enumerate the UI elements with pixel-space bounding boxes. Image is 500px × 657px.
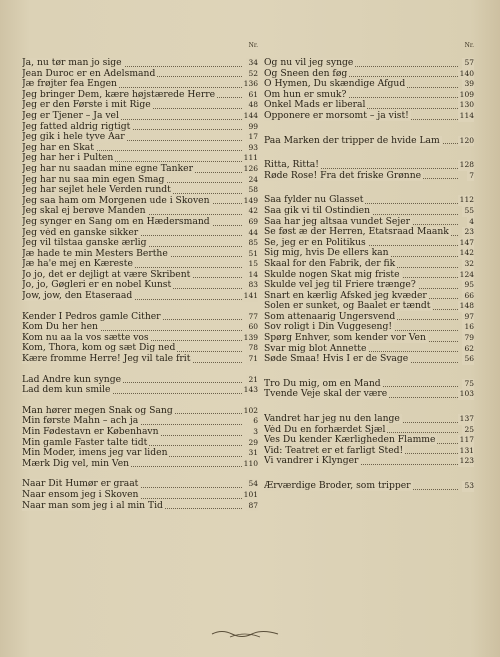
nr-header-left: Nr. [248, 42, 258, 49]
index-entry [264, 312, 474, 323]
index-entry [22, 312, 258, 323]
entry-number: 143 [243, 385, 258, 395]
index-entry [264, 259, 474, 270]
entry-number: 97 [464, 311, 474, 321]
entry-number: 147 [459, 237, 474, 247]
entry-number: 21 [248, 374, 258, 384]
index-entry [264, 280, 474, 291]
index-entry [264, 389, 474, 400]
entry-title: Onkel Mads er liberal [264, 100, 366, 111]
entry-title: Jo, jo, Gøgleri er en nobel Kunst [22, 280, 172, 291]
entry-number: 51 [248, 248, 258, 258]
entry-title: Og Sneen den føg [264, 68, 348, 79]
index-entry [22, 270, 258, 281]
entry-title: Opponere er morsomt – ja vist! [264, 110, 409, 121]
index-entry [22, 58, 258, 69]
index-entry [264, 322, 474, 333]
index-group [22, 58, 258, 302]
entry-number: 120 [459, 135, 474, 145]
entry-number: 58 [248, 185, 258, 195]
entry-title: Man hører megen Snak og Sang [22, 405, 173, 416]
index-entry [22, 153, 258, 164]
entry-number: 34 [248, 58, 258, 67]
index-entry [264, 136, 474, 147]
entry-title: Kom, Thora, kom og sæt Dig ned [22, 343, 176, 354]
index-entry [22, 291, 258, 302]
index-entry [264, 111, 474, 122]
index-group [22, 375, 258, 396]
index-entry [264, 456, 474, 467]
entry-number: 123 [459, 456, 474, 466]
entry-number: 130 [459, 100, 474, 110]
entry-title: Ærværdige Broder, som tripper [264, 481, 411, 491]
entry-number: 48 [248, 100, 258, 110]
index-entry [264, 344, 474, 355]
entry-title: Jeg synger en Sang om en Hædersmand [22, 216, 210, 227]
entry-number: 148 [459, 301, 474, 311]
entry-number: 79 [464, 333, 474, 343]
index-entry [22, 416, 258, 427]
entry-number: 149 [243, 195, 258, 205]
index-entry [264, 195, 474, 206]
index-group [264, 481, 474, 492]
index-entry [22, 448, 258, 459]
entry-number: 57 [464, 58, 474, 67]
index-entry [22, 406, 258, 417]
entry-number: 31 [248, 448, 258, 458]
entry-number: 140 [459, 68, 474, 78]
entry-title: Naar ensom jeg i Skoven [22, 489, 139, 500]
entry-number: 15 [248, 259, 258, 269]
entry-title: Naar man som jeg i al min Tid [22, 500, 163, 511]
index-column-left [22, 42, 258, 511]
entry-title: Vi vandrer i Klynger [264, 456, 359, 467]
entry-title: Tro Du mig, om en Mand [264, 378, 381, 389]
entry-title: Ritta, Ritta! [264, 160, 319, 171]
entry-number: 17 [248, 132, 258, 142]
index-entry [22, 217, 258, 228]
entry-title: Saa gik vi til Ostindien [264, 205, 370, 216]
entry-number: 131 [459, 445, 474, 455]
entry-number: 112 [459, 195, 474, 205]
entry-number: 144 [243, 110, 258, 120]
entry-title: Jeg har her i Pulten [22, 153, 114, 164]
index-entry [22, 479, 258, 490]
entry-title: Se føst æ der Herren, Etatsraad Maank [264, 227, 449, 238]
entry-number: 101 [243, 489, 258, 499]
index-entry [264, 414, 474, 425]
index-group [264, 195, 474, 365]
entry-title: Snart en kærlig Afsked jeg kvæder [264, 290, 427, 301]
index-entry [22, 333, 258, 344]
entry-number: 53 [464, 481, 474, 490]
index-entry [22, 490, 258, 501]
entry-number: 124 [459, 269, 474, 279]
index-entry [22, 228, 258, 239]
entry-title: Og nu vil jeg synge [264, 58, 354, 68]
entry-title: Saa har jeg altsaa vundet Sejer [264, 216, 411, 227]
index-entry [22, 322, 258, 333]
index-entry [22, 343, 258, 354]
index-entry [22, 238, 258, 249]
index-entry [22, 143, 258, 154]
index-entry [22, 249, 258, 260]
entry-title: Jeg er Tjener – Ja vel [22, 110, 119, 121]
entry-number: 78 [248, 343, 258, 353]
index-entry [264, 301, 474, 312]
entry-number: 44 [248, 227, 258, 237]
index-entry [264, 248, 474, 259]
index-group [264, 160, 474, 181]
entry-title: Jæ ha'e mej en Kæreste [22, 259, 133, 270]
index-entry [22, 132, 258, 143]
entry-title: Som attenaarig Ungersvend [264, 311, 396, 322]
entry-number: 102 [243, 405, 258, 415]
entry-title: Saa fylder nu Glasset [264, 195, 364, 206]
index-entry [264, 160, 474, 171]
index-entry [22, 90, 258, 101]
entry-number: 29 [248, 437, 258, 447]
entry-number: 139 [243, 332, 258, 342]
entry-number: 42 [248, 206, 258, 216]
entry-title: Jow, jow, den Etaseraad [22, 291, 133, 302]
entry-title: Se, jeg er en Politikus [264, 237, 366, 248]
entry-number: 16 [464, 322, 474, 332]
entry-number: 110 [243, 458, 258, 468]
entry-number: 7 [469, 170, 474, 180]
entry-number: 62 [464, 343, 474, 353]
entry-title: Min Fødestavn er København [22, 427, 159, 437]
entry-number: 103 [459, 389, 474, 399]
entry-title: Spørg Enhver, som kender vor Ven [264, 333, 426, 344]
index-entry [264, 291, 474, 302]
entry-title: Skulde vel jeg til Friere trænge? [264, 280, 416, 291]
entry-number: 60 [248, 322, 258, 332]
index-entry [22, 375, 258, 386]
entry-number: 66 [464, 290, 474, 300]
index-entry [22, 122, 258, 133]
entry-number: 93 [248, 142, 258, 152]
entry-number: 61 [248, 89, 258, 99]
entry-title: Min Moder, imens jeg var liden [22, 448, 168, 459]
entry-title: Jo jo, det er dejligt at være Skribent [22, 269, 191, 280]
index-entry [264, 217, 474, 228]
entry-title: Jeg saa ham om Morgenen ude i Skoven [22, 195, 210, 206]
index-entry [264, 227, 474, 238]
index-group [264, 379, 474, 400]
entry-title: Jeg fatted aldrig rigtigt [22, 121, 131, 132]
entry-title: Lad Andre kun synge [22, 374, 122, 385]
index-entry [264, 354, 474, 365]
index-entry [264, 238, 474, 249]
entry-title: Min første Mahn – ach ja [22, 416, 139, 427]
index-entry [22, 280, 258, 291]
entry-number: 14 [248, 269, 258, 279]
index-entry [264, 58, 474, 69]
index-column-right [264, 42, 474, 492]
entry-number: 25 [464, 424, 474, 434]
entry-title: Vandret har jeg nu den lange [264, 414, 400, 425]
index-entry [264, 171, 474, 182]
ornament-icon [210, 628, 280, 640]
index-entry [22, 69, 258, 80]
entry-title: Jeg gik i hele tyve Aar [22, 132, 125, 143]
entry-title: Kender I Pedros gamle Cither [22, 311, 161, 322]
entry-title: Solen er sunket, og Baalet er tændt [264, 301, 431, 312]
entry-number: 136 [243, 79, 258, 89]
index-entry [22, 459, 258, 470]
entry-number: 137 [459, 414, 474, 424]
entry-number: 52 [248, 68, 258, 78]
entry-number: 69 [248, 216, 258, 226]
entry-number: 141 [243, 291, 258, 301]
index-entry [22, 185, 258, 196]
entry-number: 4 [469, 216, 474, 226]
entry-title: Vid: Teatret er et farligt Sted! [264, 445, 404, 456]
entry-title: Kære fromme Herre! Jeg vil tale frit [22, 354, 191, 365]
index-entry [264, 435, 474, 446]
index-entry [264, 446, 474, 457]
entry-title: Jeg skal ej berøve Manden [22, 206, 146, 217]
index-entry [264, 90, 474, 101]
entry-title: Jeg har nu saadan mine egne Tanker [22, 163, 193, 174]
entry-number: 142 [459, 248, 474, 258]
entry-number: 24 [248, 174, 258, 184]
entry-title: Lad dem kun smile [22, 385, 111, 396]
entry-title: Skaal for den Fabrik, der fik [264, 258, 396, 269]
index-entry [264, 79, 474, 90]
entry-title: Skulde nogen Skat mig friste [264, 269, 400, 280]
entry-title: Ja, nu tør man jo sige [22, 58, 122, 68]
index-group [22, 312, 258, 365]
entry-number: 54 [248, 479, 258, 489]
entry-title: Paa Marken der tripper de hvide Lam [264, 135, 440, 146]
entry-number: 99 [248, 121, 258, 131]
index-entry [22, 385, 258, 396]
entry-title: Ves Du kender Kærligheden Flamme [264, 435, 436, 446]
index-entry [22, 354, 258, 365]
entry-number: 126 [243, 163, 258, 173]
entry-number: 95 [464, 280, 474, 290]
entry-title: Jean Duroc er en Adelsmand [22, 68, 156, 79]
entry-title: Om hun er smuk? [264, 89, 347, 100]
entry-number: 39 [464, 79, 474, 89]
entry-title: Søde Smaa! Hvis I er de Svage [264, 354, 409, 365]
entry-number: 77 [248, 311, 258, 321]
entry-number: 128 [459, 160, 474, 170]
entry-title: Mærk Dig vel, min Ven [22, 458, 130, 469]
entry-title: Jeg véd en ganske sikker [22, 227, 139, 238]
entry-title: Jæ hade te min Mesters Berthe [22, 248, 168, 259]
index-entry [22, 427, 258, 438]
entry-number: 56 [464, 354, 474, 364]
entry-title: Svar mig blot Annette [264, 343, 367, 354]
entry-title: Kom Du her hen [22, 322, 98, 333]
index-entry [264, 100, 474, 111]
entry-number: 71 [248, 354, 258, 364]
entry-number: 87 [248, 500, 258, 510]
entry-title: O Hymen, Du skændige Afgud [264, 79, 406, 90]
entry-number: 75 [464, 378, 474, 388]
index-entry [22, 79, 258, 90]
entry-number: 3 [253, 427, 258, 436]
entry-number: 111 [243, 153, 258, 163]
index-entry [264, 425, 474, 436]
entry-number: 6 [253, 416, 258, 426]
entry-number: 85 [248, 238, 258, 248]
index-entry [22, 164, 258, 175]
entry-title: Naar Dit Humør er graat [22, 479, 139, 490]
entry-title: Kom nu aa la vos sætte vos [22, 332, 149, 343]
entry-title: Jæ frøjter fea Engen [22, 79, 117, 90]
entry-title: Jeg har sejlet hele Verden rundt [22, 185, 171, 196]
index-entry [264, 379, 474, 390]
index-entry [22, 196, 258, 207]
index-entry [22, 175, 258, 186]
index-entry [264, 69, 474, 80]
index-group [22, 479, 258, 511]
index-entry [22, 206, 258, 217]
entry-title: Min gamle Faster talte tidt [22, 437, 148, 448]
index-entry [264, 206, 474, 217]
index-entry [264, 333, 474, 344]
entry-number: 109 [459, 89, 474, 99]
index-entry [22, 100, 258, 111]
entry-number: 55 [464, 205, 474, 215]
entry-title: Jeg har nu saa min egen Smag [22, 174, 165, 185]
entry-title: Jeg vil tilstaa ganske ærlig [22, 238, 147, 249]
index-entry [22, 259, 258, 270]
index-entry [264, 270, 474, 281]
entry-number: 32 [464, 258, 474, 268]
index-group [264, 58, 474, 122]
index-entry [264, 481, 474, 492]
entry-title: Véd Du en forhærdet Sjæl [264, 424, 386, 435]
entry-title: Tvende Veje skal der være [264, 389, 388, 400]
entry-number: 23 [464, 227, 474, 237]
entry-title: Jeg bringer Dem, kære højstærede Herre [22, 89, 216, 100]
entry-title: Sov roligt i Din Vuggeseng! [264, 322, 393, 333]
index-entry [22, 438, 258, 449]
entry-title: Jeg er den Første i mit Rige [22, 100, 151, 111]
nr-header-right: Nr. [464, 42, 474, 49]
entry-number: 114 [459, 110, 474, 120]
index-group [264, 136, 474, 147]
entry-title: Jeg har en Skat [22, 142, 94, 153]
entry-title: Røde Rose! Fra det friske Grønne [264, 170, 422, 181]
index-entry [22, 501, 258, 512]
entry-title: Sig mig, hvis De ellers kan [264, 248, 389, 259]
entry-number: 83 [248, 280, 258, 290]
entry-number: 117 [459, 435, 474, 445]
index-group [264, 414, 474, 467]
index-group [22, 406, 258, 470]
index-entry [22, 111, 258, 122]
